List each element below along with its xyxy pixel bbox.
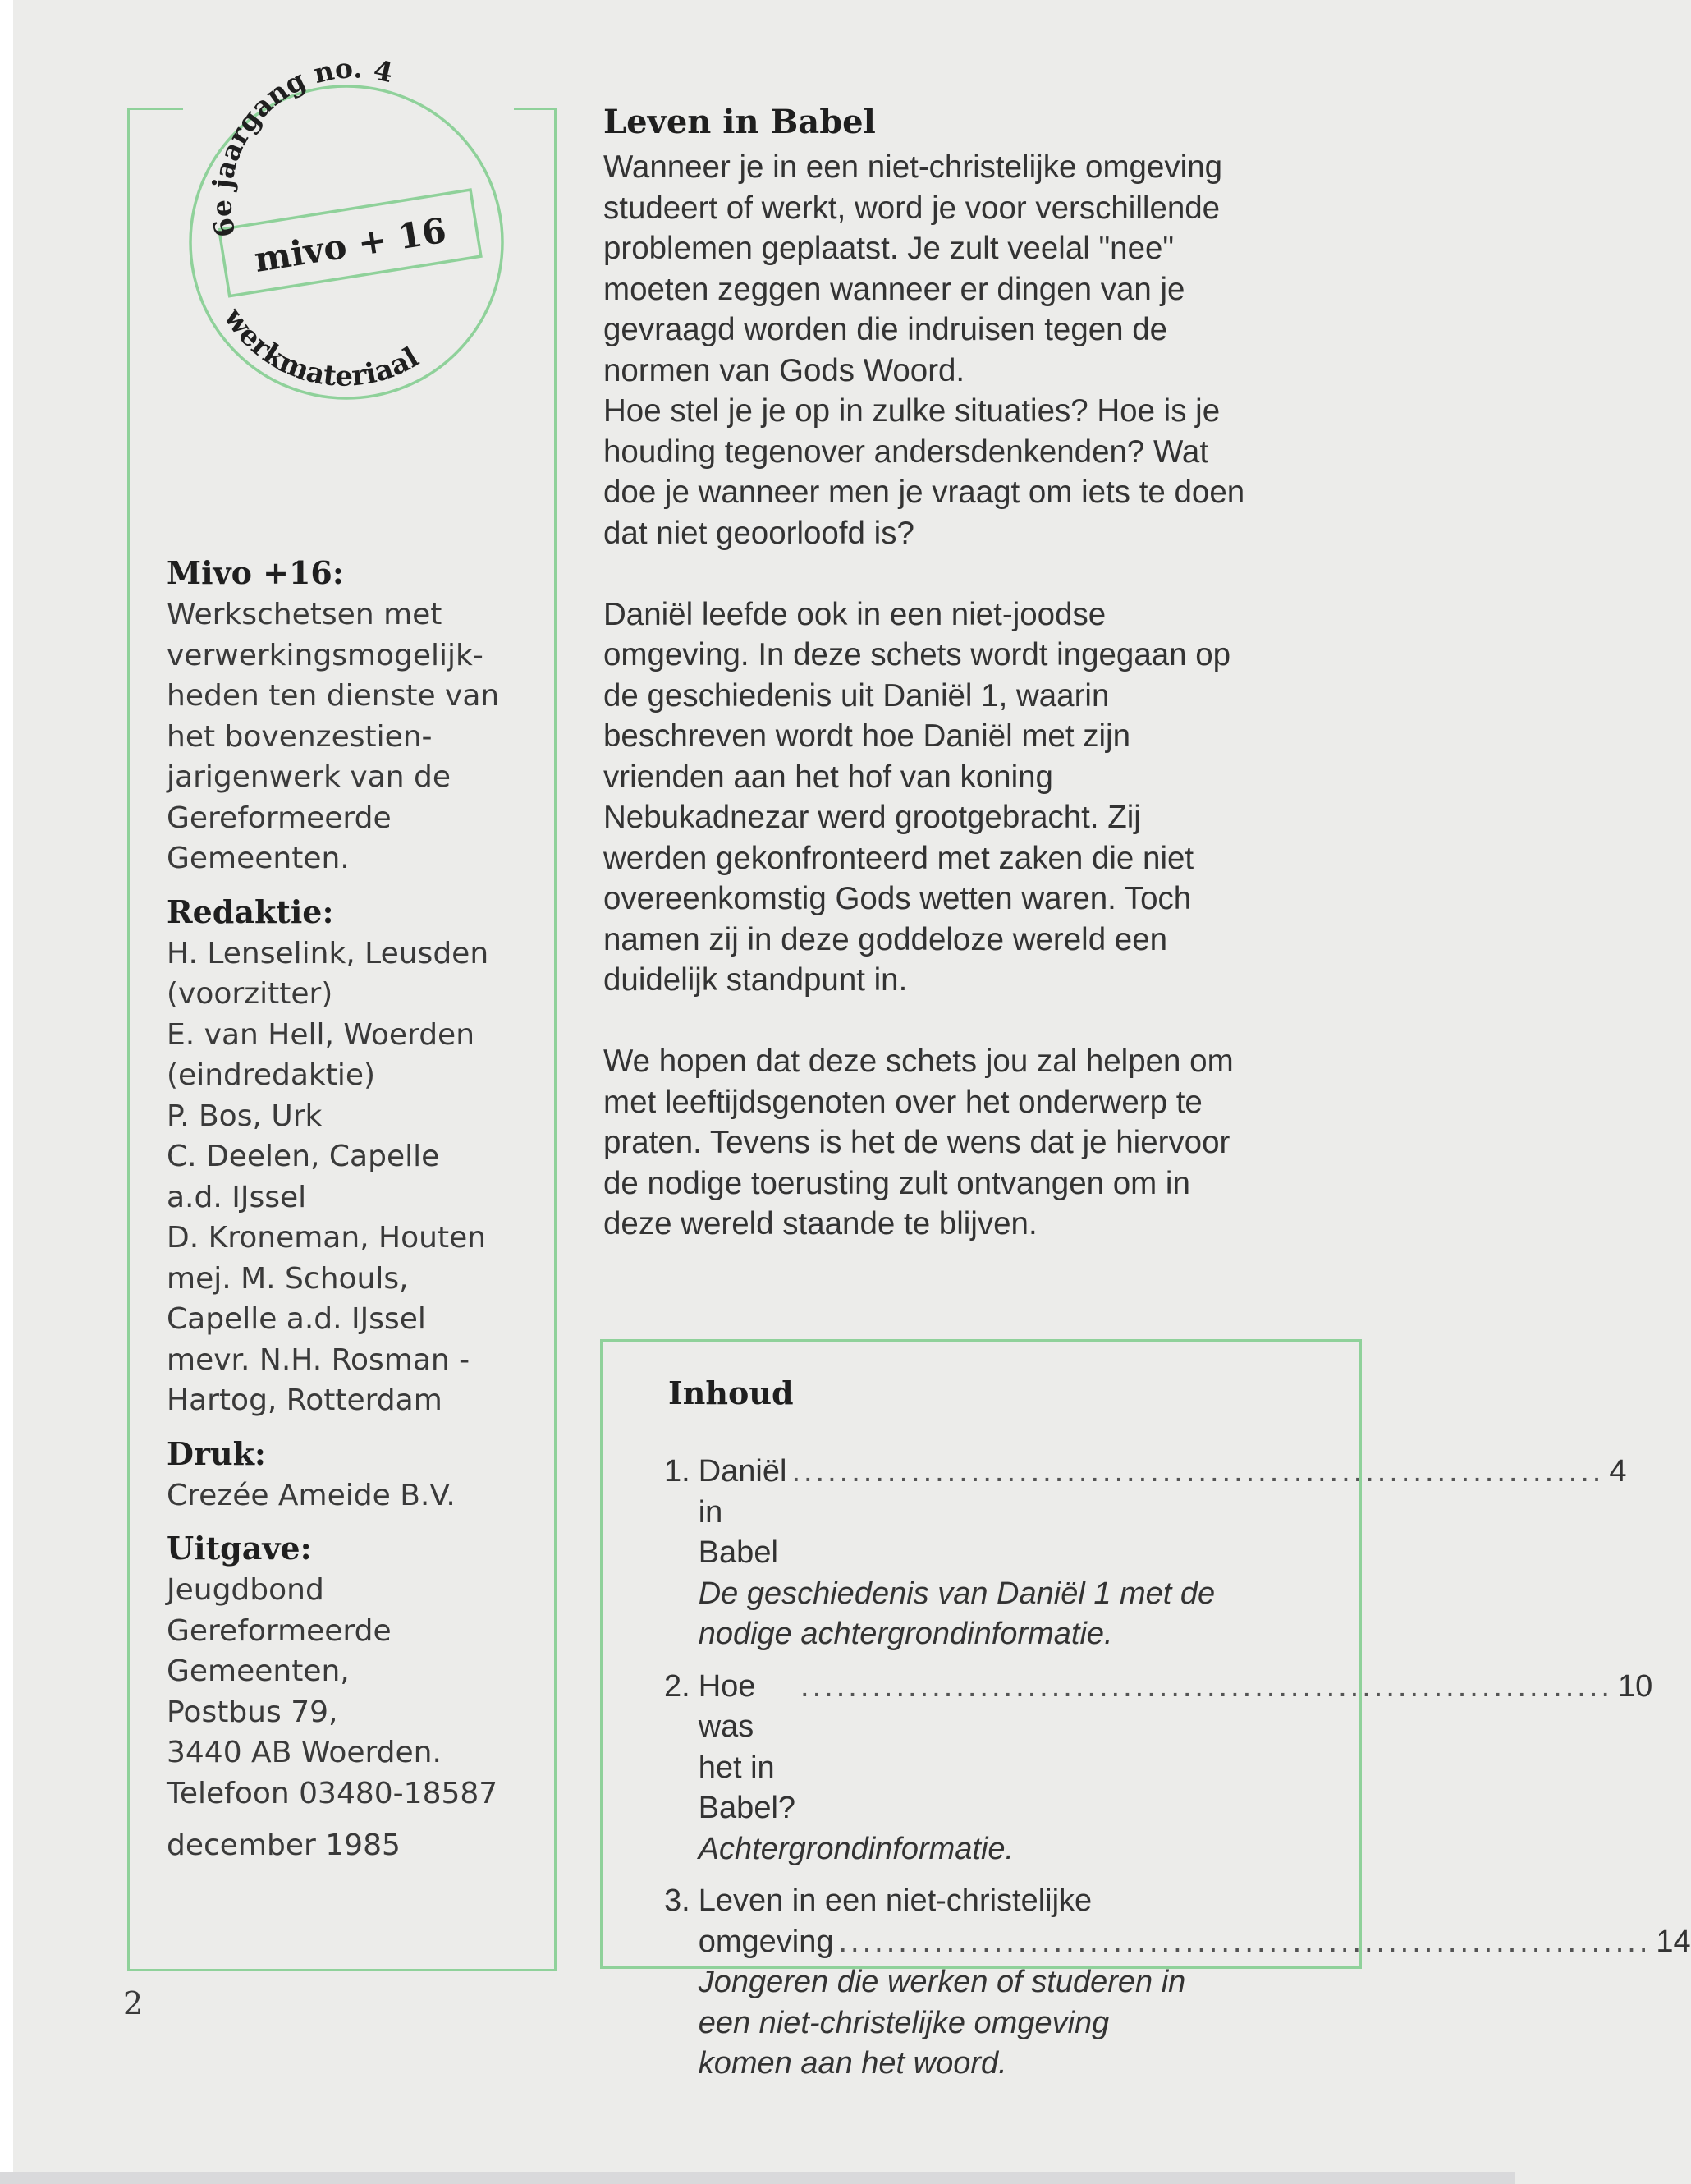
uitgave-text: Jeugdbond Gereformeerde Gemeenten, Postbus 79, 3440 AB Woerden. Telefoon 03480-18587 [167, 1573, 498, 1810]
leader-dots: .................................................................... [800, 1668, 1613, 1704]
frame-line [127, 1969, 557, 1971]
contents-item-title-line1: Leven in een niet-christelijke [698, 1883, 1093, 1918]
page-edge-bottom [0, 2172, 1515, 2184]
contents-item [664, 1667, 1653, 1870]
contents-list [664, 1452, 1691, 2096]
redaktie-list: H. Lenselink, Leusden (voorzitter) E. van Hell, Woerden (eindredaktie) P. Bos, Urk C. Deelen, Capelle a.d. IJssel D. Kroneman, Houten mej. M. Schouls, Capelle a.d. IJssel mevr. N.H. Rosman - Hartog, Rotterdam [167, 936, 489, 1417]
article-paragraph: We hopen dat deze schets jou zal helpen om met leeftijdsgenoten over het onderwerp te praten. Tevens is het de wens dat je hiervoor de nodige toerusting zult ontvangen om in deze wereld staande te blijven. [603, 1044, 1234, 1241]
contents-box [600, 1339, 1691, 2081]
uitgave-heading: Uitgave: [167, 1530, 312, 1567]
druk-heading: Druk: [167, 1434, 266, 1472]
stamp-bottom-arc: werkmateriaal [217, 301, 425, 393]
mivo-heading: Mivo +16: [167, 554, 344, 591]
contents-item-page: 10 [1617, 1668, 1653, 1704]
druk-text: Crezée Ameide B.V. [167, 1478, 456, 1512]
contents-item-page: 4 [1609, 1454, 1627, 1489]
article-paragraph: Wanneer je in een niet-christelijke omgeving studeert of werkt, word je voor verschillende problemen geplaatst. Je zult veelal "nee" moeten zeggen wanneer er dingen van je gevraagd worden die indruisen tegen de normen van Gods Woord. Hoe stel je je op in zulke situaties? Hoe is je houding tegenover andersdenkenden? Wat doe je wanneer men je vraagt om iets te doen dat niet geoorloofd is? [603, 149, 1245, 551]
main-article [603, 101, 1326, 1285]
colophon [167, 552, 552, 1866]
contents-item-number: 2. [664, 1668, 690, 1704]
stamp-band-text: mivo + 16 [251, 209, 449, 280]
svg-text:6e jaargang no. 4 [205, 52, 396, 240]
leader-dots: .................................................................... [838, 1924, 1652, 1959]
contents-item [664, 1452, 1627, 1655]
contents-item [664, 1881, 1691, 2085]
contents-item-description: Achtergrondinformatie. [698, 1831, 1015, 1866]
contents-item-page: 14 [1656, 1924, 1691, 1959]
frame-line [554, 108, 557, 1971]
stamp-top-arc: 6e jaargang no. 4 [205, 52, 396, 241]
contents-title: Inhoud [668, 1374, 794, 1411]
mivo-description: Werkschetsen met verwerkingsmogelijk- heden ten dienste van het bovenzestien- jarigenwerk van de Gereformeerde Gemeenten. [167, 598, 500, 875]
contents-item-title: Daniël in Babel [698, 1454, 787, 1570]
contents-item-number: 3. [664, 1883, 690, 1918]
issue-date: december 1985 [167, 1828, 401, 1862]
article-title: Leven in Babel [603, 103, 876, 141]
leader-dots: .................................................................... [791, 1454, 1605, 1489]
mivo-stamp-logo [148, 45, 542, 439]
redaktie-heading: Redaktie: [167, 892, 334, 930]
svg-text:werkmateriaal [217, 301, 424, 393]
page-number: 2 [123, 1985, 144, 2021]
contents-item-number: 1. [664, 1454, 690, 1489]
article-paragraph: Daniël leefde ook in een niet-joodse omgeving. In deze schets wordt ingegaan op de geschiedenis uit Daniël 1, waarin beschreven wordt hoe Daniël met zijn vrienden aan het hof van koning Nebukadnezar werd grootgebracht. Zij werden gekonfronteerd met zaken die niet overeenkomstig Gods wetten waren. Toch namen zij in deze goddeloze wereld een duidelijk standpunt in. [603, 596, 1231, 998]
contents-item-description: De geschiedenis van Daniël 1 met de nodige achtergrondinformatie. [698, 1576, 1216, 1651]
frame-line [127, 108, 130, 1971]
contents-item-title: Hoe was het in Babel? [698, 1668, 796, 1825]
contents-item-title: omgeving [698, 1924, 834, 1959]
page-edge [0, 0, 13, 2184]
contents-item-description: Jongeren die werken of studeren in een niet-christelijke omgeving komen aan het woord. [698, 1965, 1186, 2081]
